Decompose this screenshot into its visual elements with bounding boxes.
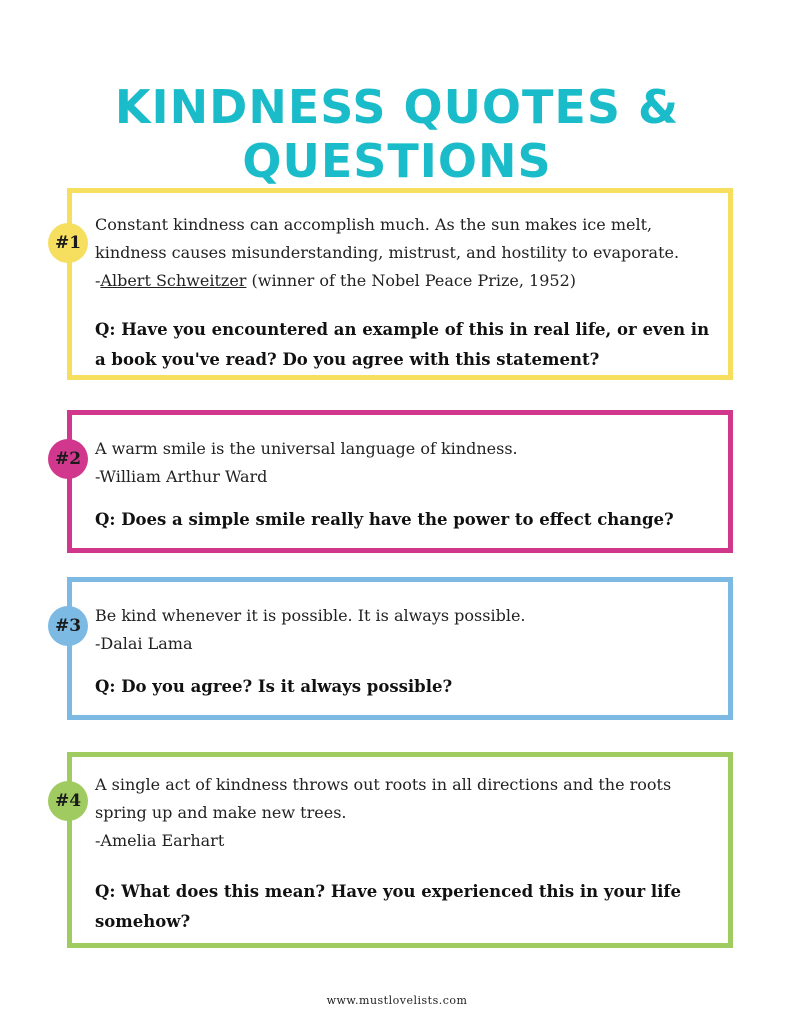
quote-line: kindness causes misunderstanding, mistrust, and hostility to evaporate. bbox=[95, 243, 680, 262]
page-title: KINDNESS QUOTES & QUESTIONS bbox=[114, 80, 680, 188]
quote-line: Constant kindness can accomplish much. As the sun makes ice melt, bbox=[95, 215, 653, 234]
number-badge-1 bbox=[48, 223, 88, 263]
quote-text bbox=[95, 771, 716, 855]
quote-author: -William Arthur Ward bbox=[95, 467, 268, 486]
discussion-question: Q: What does this mean? Have you experienced this in your life somehow? bbox=[95, 882, 682, 931]
number-badge-2 bbox=[48, 439, 88, 479]
quote-line: spring up and make new trees. bbox=[95, 803, 347, 822]
number-badge-4 bbox=[48, 781, 88, 821]
quote-text bbox=[95, 602, 716, 658]
badge-label: #2 bbox=[54, 449, 82, 469]
quote-card-1 bbox=[54, 188, 733, 380]
quote-text bbox=[95, 211, 716, 295]
badge-label: #1 bbox=[54, 233, 82, 253]
quote-card-3 bbox=[54, 577, 733, 720]
quote-line: Be kind whenever it is possible. It is always possible. bbox=[95, 606, 526, 625]
number-badge-3 bbox=[48, 606, 88, 646]
quote-text bbox=[95, 435, 716, 491]
badge-label: #4 bbox=[54, 791, 82, 811]
discussion-question: Q: Do you agree? Is it always possible? bbox=[95, 677, 453, 696]
quote-line: A warm smile is the universal language of kindness. bbox=[95, 439, 518, 458]
quote-author bbox=[95, 267, 716, 295]
author-note: (winner of the Nobel Peace Prize, 1952) bbox=[246, 271, 576, 290]
author-link[interactable]: Albert Schweitzer bbox=[100, 271, 247, 290]
author-prefix: - bbox=[95, 271, 101, 290]
badge-label: #3 bbox=[54, 616, 82, 636]
quote-card-4 bbox=[54, 752, 733, 948]
quote-line: A single act of kindness throws out roots in all directions and the roots bbox=[95, 775, 672, 794]
discussion-question: Q: Does a simple smile really have the power to effect change? bbox=[95, 510, 674, 529]
quote-author: -Dalai Lama bbox=[95, 634, 193, 653]
quote-author: -Amelia Earhart bbox=[95, 831, 225, 850]
site-url-footer: www.mustlovelists.com bbox=[326, 994, 468, 1007]
quote-card-2 bbox=[54, 410, 733, 553]
discussion-question: Q: Have you encountered an example of this in real life, or even in a book you've read? Do you agree with this statement? bbox=[95, 320, 710, 369]
